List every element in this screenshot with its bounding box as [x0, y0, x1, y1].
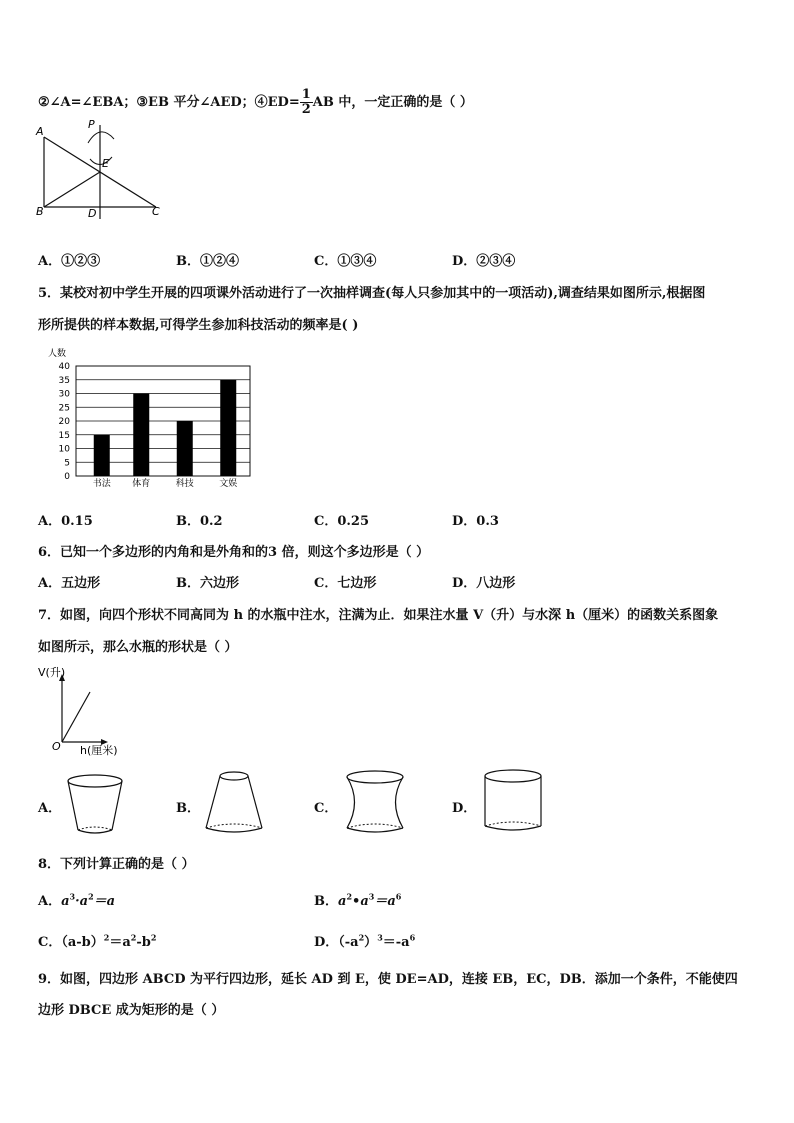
q4-statement-suffix: AB 中，一定正确的是（ ） — [312, 95, 473, 110]
label-e: E — [102, 157, 109, 170]
q5-text-line1: 5．某校对初中学生开展的四项课外活动进行了一次抽样调查(每人只参加其中的一项活动),调查结果如图所示,根据图 — [38, 286, 706, 301]
q8-option-d: D．$(-a^2)^3=-a^6$ — [314, 932, 416, 950]
q7-text-line2: 如图所示，那么水瓶的形状是（ ） — [38, 640, 238, 655]
q9-text-line1: 9．如图，四边形 ABCD 为平行四边形，延长 AD 到 E，使 DE=AD，连接 EB，EC，DB．添加一个条件，不能使四 — [38, 972, 738, 987]
q7-text-line1: 7．如图，向四个形状不同高同为 h 的水瓶中注水，注满为止．如果注水量 V（升）与水深 h（厘米）的函数关系图象 — [38, 608, 719, 623]
bottle-b-narrow-top-icon — [202, 768, 266, 838]
q5-option-b: B．0.2 — [176, 514, 223, 529]
q4-statement-prefix: ②∠A=∠EBA；③EB 平分∠AED；④ED= — [38, 95, 300, 110]
bottle-d-cylinder-icon — [480, 766, 546, 838]
q6-option-d: D．八边形 — [452, 576, 516, 591]
q4-triangle-figure — [34, 115, 169, 225]
q5-option-c: C．0.25 — [314, 514, 370, 529]
bar-4 — [220, 380, 236, 476]
q4-option-c: C．①③④ — [314, 254, 377, 269]
q8-option-c: C．$(a-b)^2=a^2-b^2$ — [38, 932, 157, 950]
bottle-c-waisted-icon — [342, 768, 408, 838]
bar-3 — [177, 421, 193, 476]
y-tick-label: 0 — [64, 472, 70, 482]
q9-text-line2: 边形 DBCE 成为矩形的是（ ） — [38, 1003, 225, 1018]
q8-option-a: A．$a^3\cdot a^2=a$ — [38, 891, 116, 909]
x-tick-label: 书法 — [92, 479, 111, 489]
function-line — [62, 692, 90, 742]
graph-x-label: h(厘米) — [80, 744, 118, 756]
label-p: P — [88, 118, 95, 131]
x-tick-label: 体育 — [132, 479, 151, 489]
bottle-a-wide-top-icon — [64, 772, 126, 838]
q8-option-b: B．$a^2•a^3=a^6$ — [314, 891, 402, 909]
y-tick-label: 30 — [58, 389, 70, 400]
label-a: A — [36, 125, 44, 138]
q4-option-d: D．②③④ — [452, 254, 516, 269]
label-c: C — [152, 205, 160, 218]
y-tick-label: 20 — [58, 417, 70, 427]
q7-volume-graph — [36, 664, 126, 756]
x-tick-label: 文娱 — [219, 479, 238, 489]
y-tick-label: 10 — [58, 444, 70, 455]
q7-option-a-label: A． — [38, 801, 62, 816]
bar-1 — [94, 435, 110, 476]
q7-option-b-label: B． — [176, 801, 200, 816]
label-d: D — [88, 207, 97, 220]
y-tick-label: 25 — [58, 403, 70, 414]
q4-statement — [38, 88, 473, 117]
q7-option-d-label: D． — [452, 801, 477, 816]
q4-option-a: A．①②③ — [38, 254, 101, 269]
fraction-numerator: 1 — [301, 87, 311, 102]
q6-text: 6．已知一个多边形的内角和是外角和的3 倍，则这个多边形是（ ） — [38, 545, 430, 560]
q5-option-d: D．0.3 — [452, 514, 499, 529]
y-tick-label: 15 — [58, 430, 70, 441]
q6-option-c: C．七边形 — [314, 576, 377, 591]
segment-be — [44, 172, 100, 207]
y-tick-label: 40 — [58, 362, 70, 372]
q6-option-a: A．五边形 — [38, 576, 101, 591]
graph-origin: O — [52, 740, 61, 753]
x-tick-label: 科技 — [175, 479, 194, 489]
q6-option-b: B．六边形 — [176, 576, 239, 591]
q5-text-line2: 形所提供的样本数据,可得学生参加科技活动的频率是( ) — [38, 318, 359, 333]
q5-option-a: A．0.15 — [38, 514, 93, 529]
bar-2 — [133, 394, 149, 477]
y-tick-label: 35 — [58, 375, 70, 386]
label-b: B — [36, 205, 44, 218]
q5-bar-chart — [34, 344, 264, 490]
graph-y-label: V(升) — [38, 666, 66, 679]
y-tick-label: 5 — [64, 458, 70, 469]
fraction-denominator: 2 — [301, 102, 311, 117]
q7-option-c-label: C． — [314, 801, 338, 816]
q8-text: 8．下列计算正确的是（ ） — [38, 857, 195, 872]
construction-arc-top — [88, 132, 114, 143]
q4-fraction — [300, 88, 313, 117]
q4-option-b: B．①②④ — [176, 254, 239, 269]
chart-ylabel: 人数 — [48, 349, 67, 359]
